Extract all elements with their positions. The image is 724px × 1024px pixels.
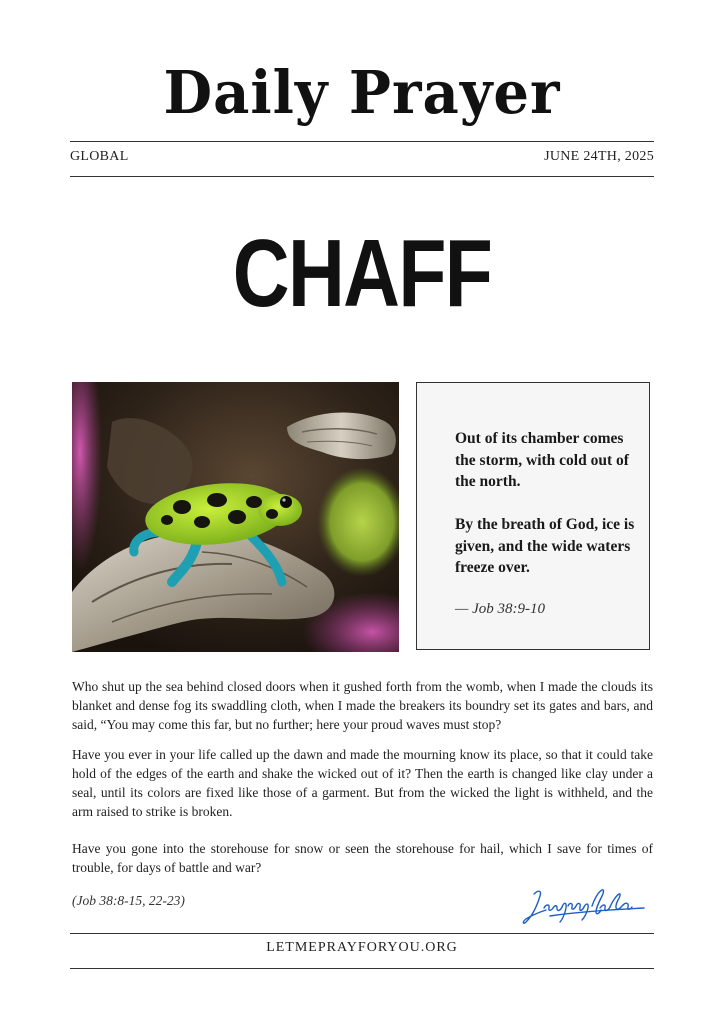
region-label: GLOBAL	[70, 149, 129, 164]
quote-paragraph-2: By the breath of God, ice is given, and the wide waters freeze over.	[455, 516, 635, 576]
masthead-title: Daily Prayer	[163, 58, 561, 128]
footer-top-divider	[70, 933, 654, 934]
quote-reference: — Job 38:9-10	[455, 601, 545, 617]
body-paragraph-3: Have you gone into the storehouse for snow or seen the storehouse for hail, which I save for times of trouble, for days of battle and war?	[72, 841, 653, 875]
top-divider	[70, 141, 654, 142]
signature-icon	[520, 882, 650, 930]
issue-date: JUNE 24TH, 2025	[544, 149, 654, 164]
scripture-quote-box	[416, 382, 650, 650]
scripture-citation: (Job 38:8-15, 22-23)	[72, 893, 185, 908]
body-paragraph-2: Have you ever in your life called up the dawn and made the mourning know its place, so that it could take hold of the edges of the earth and shake the wicked out of it? Then the earth is changed like clay under a seal, until its colors are fixed like those of a garment. But from the wicked the light is withheld, and the arm raised to strike is broken.	[72, 747, 653, 819]
header-divider	[70, 176, 654, 177]
signature	[520, 882, 650, 930]
frog-illustration	[72, 382, 399, 652]
headline: CHAFF	[232, 220, 492, 327]
footer-bottom-divider	[70, 968, 654, 969]
quote-paragraph-1: Out of its chamber comes the storm, with cold out of the north.	[455, 430, 629, 490]
frog-photo	[72, 382, 399, 652]
footer-website-link[interactable]: LETMEPRAYFORYOU.ORG	[266, 940, 458, 955]
body-paragraph-1: Who shut up the sea behind closed doors when it gushed forth from the womb, when I made the clouds its blanket and dense fog its swaddling cloth, when I made the breakers its boundry set its gates and bars, and said, “You may come this far, but no further; here your proud waves must stop?	[72, 679, 653, 732]
